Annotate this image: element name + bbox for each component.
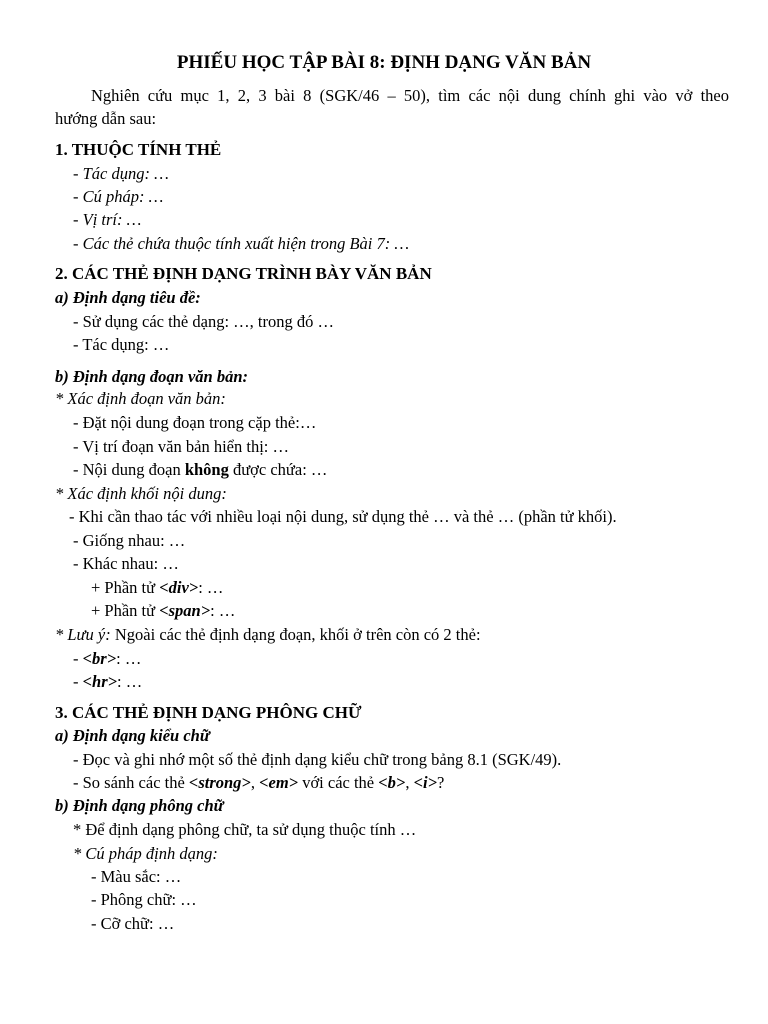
block-item: - Khác nhau: … [73, 554, 179, 573]
syntax-item: - Màu sắc: … [91, 867, 182, 886]
note-text: Ngoài các thẻ định dạng đoạn, khối ở trên còn có 2 thẻ: [110, 625, 481, 644]
compare-text: - So sánh các thẻ [73, 773, 189, 792]
span-tag: <span> [159, 601, 211, 620]
hr-tag: <hr> [82, 672, 118, 691]
note-item-br [73, 649, 141, 669]
compare-text: ? [436, 773, 445, 792]
paragraph-item: - Vị trí đoạn văn bản hiển thị: … [73, 437, 289, 456]
note-item-hr [73, 672, 142, 692]
block-subheading: * Xác định khối nội dung: [55, 484, 227, 503]
syntax-item: - Cỡ chữ: … [91, 914, 175, 933]
paragraph-item-text: - Nội dung đoạn [73, 460, 185, 479]
section-3b-item: * Để định dạng phông chữ, ta sử dụng thuộc tính … [73, 820, 417, 839]
subitem-text: : … [198, 578, 224, 597]
section-3b-heading: b) Định dạng phông chữ [55, 796, 224, 815]
section-3a-compare [73, 773, 444, 793]
strong-tag: <strong> [188, 773, 251, 792]
note-item-text: : … [117, 672, 143, 691]
section-3-heading: 3. CÁC THẺ ĐỊNH DẠNG PHÔNG CHỮ [55, 703, 362, 722]
section-1-item: - Tác dụng: … [73, 164, 169, 183]
section-2a-item: - Tác dụng: … [73, 335, 170, 354]
paragraph-item [73, 460, 327, 480]
section-3a-item: - Đọc và ghi nhớ một số thẻ định dạng kiểu chữ trong bảng 8.1 (SGK/49). [73, 750, 562, 769]
syntax-item: - Phông chữ: … [91, 890, 197, 909]
paragraph-item: - Đặt nội dung đoạn trong cặp thẻ:… [73, 413, 317, 432]
note-label: * Lưu ý: [55, 625, 111, 644]
compare-text: , [250, 773, 260, 792]
block-item: - Giống nhau: … [73, 531, 186, 550]
note-item-dash: - [73, 672, 83, 691]
section-1-item: - Cú pháp: … [73, 187, 164, 206]
section-3a-heading: a) Định dạng kiểu chữ [55, 726, 210, 745]
block-item: - Khi cần thao tác với nhiều loại nội dung, sử dụng thẻ … và thẻ … (phần tử khối). [69, 507, 617, 526]
section-2a-heading: a) Định dạng tiêu đề: [55, 288, 201, 307]
compare-text: với các thẻ [298, 773, 379, 792]
i-tag: <i> [413, 773, 437, 792]
div-tag: <div> [159, 578, 199, 597]
section-1-heading: 1. THUỘC TÍNH THẺ [55, 140, 222, 159]
section-2b-heading: b) Định dạng đoạn văn bản: [55, 367, 248, 386]
block-subitem-span [91, 601, 235, 621]
br-tag: <br> [82, 649, 117, 668]
note-item-dash: - [73, 649, 83, 668]
intro-line-2: hướng dẫn sau: [55, 109, 157, 128]
b-tag: <b> [378, 773, 406, 792]
intro-line-1: Nghiên cứu mục 1, 2, 3 bài 8 (SGK/46 – 50), tìm các nội dung chính ghi vào vở theo [91, 86, 729, 105]
subitem-text: + Phần tử [91, 601, 160, 620]
page-title: PHIẾU HỌC TẬP BÀI 8: ĐỊNH DẠNG VĂN BẢN [176, 52, 592, 73]
note-line [55, 625, 481, 645]
paragraph-subheading: * Xác định đoạn văn bản: [55, 389, 226, 408]
section-1-item: - Các thẻ chứa thuộc tính xuất hiện trong Bài 7: … [73, 234, 410, 253]
syntax-subheading: * Cú pháp định dạng: [73, 844, 218, 863]
paragraph-item-text: được chứa: … [228, 460, 328, 479]
block-subitem-div [91, 578, 223, 598]
subitem-text: + Phần tử [91, 578, 160, 597]
section-2a-item: - Sử dụng các thẻ dạng: …, trong đó … [73, 312, 334, 331]
em-tag: <em> [259, 773, 299, 792]
section-2-heading: 2. CÁC THẺ ĐỊNH DẠNG TRÌNH BÀY VĂN BẢN [55, 264, 432, 283]
paragraph-item-bold: không [184, 460, 229, 479]
section-1-item: - Vị trí: … [73, 210, 142, 229]
subitem-text: : … [210, 601, 236, 620]
compare-text: , [405, 773, 414, 792]
note-item-text: : … [116, 649, 142, 668]
